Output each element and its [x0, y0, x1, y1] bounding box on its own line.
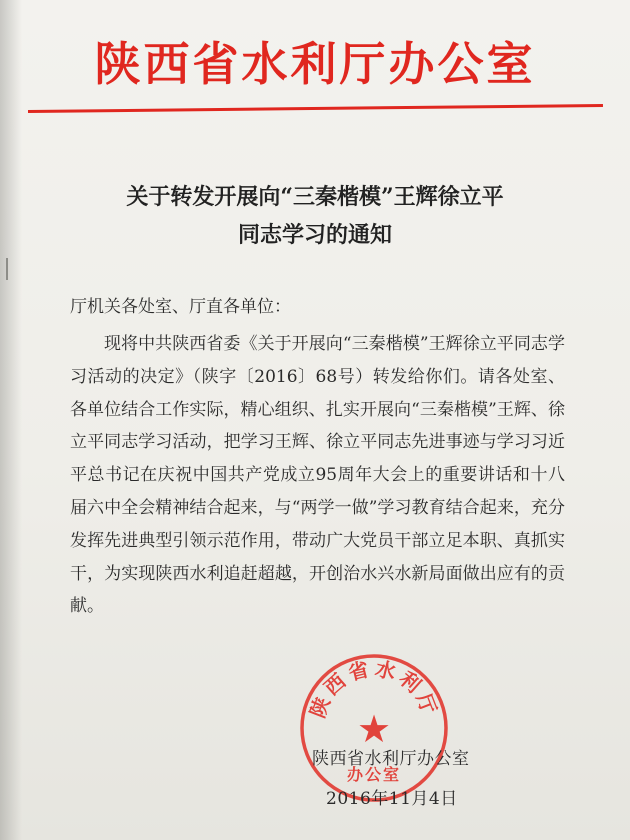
document-title-line2: 同志学习的通知 — [237, 222, 392, 248]
letterhead-rule — [28, 104, 603, 113]
letterhead: 陕西省水利厅办公室 — [94, 37, 536, 91]
seal-bottom-text: 办公室 — [346, 765, 402, 784]
signature-date: 2016年11月4日 — [326, 789, 458, 809]
page-edge-shadow — [0, 0, 22, 840]
salutation: 厅机关各处室、厅直各单位： — [70, 297, 291, 317]
body-paragraph: 现将中共陕西省委《关于开展向“三秦楷模”王辉徐立平同志学习活动的决定》（陕字〔2016〕68号）转发给你们。请各处室、各单位结合工作实际，精心组织、扎实开展向“三秦楷模”王辉、徐立平同志学习活动，把学习王辉、徐立平同志先进事迹与学习习近平总书记在庆祝中国共产党成立95周年大会上的重要讲话和十八届六中全会精神结合起来，与“两学一做”学习教育结合起来，充分发挥先进典型引领示范作用，带动广大党员干部立足本职、真抓实干，为实现陕西水利追赶超越，开创治水兴水新局面做出应有的贡献。 — [70, 334, 565, 617]
signature-organization: 陕西省水利厅办公室 — [312, 749, 470, 769]
seal-star: ★ — [356, 707, 392, 751]
official-seal — [296, 650, 452, 806]
binding-mark — [6, 258, 8, 280]
document-title-line1: 关于转发开展向“三秦楷模”王辉徐立平 — [126, 184, 504, 210]
seal-arc-text: 陕西省水利厅 — [305, 656, 443, 722]
